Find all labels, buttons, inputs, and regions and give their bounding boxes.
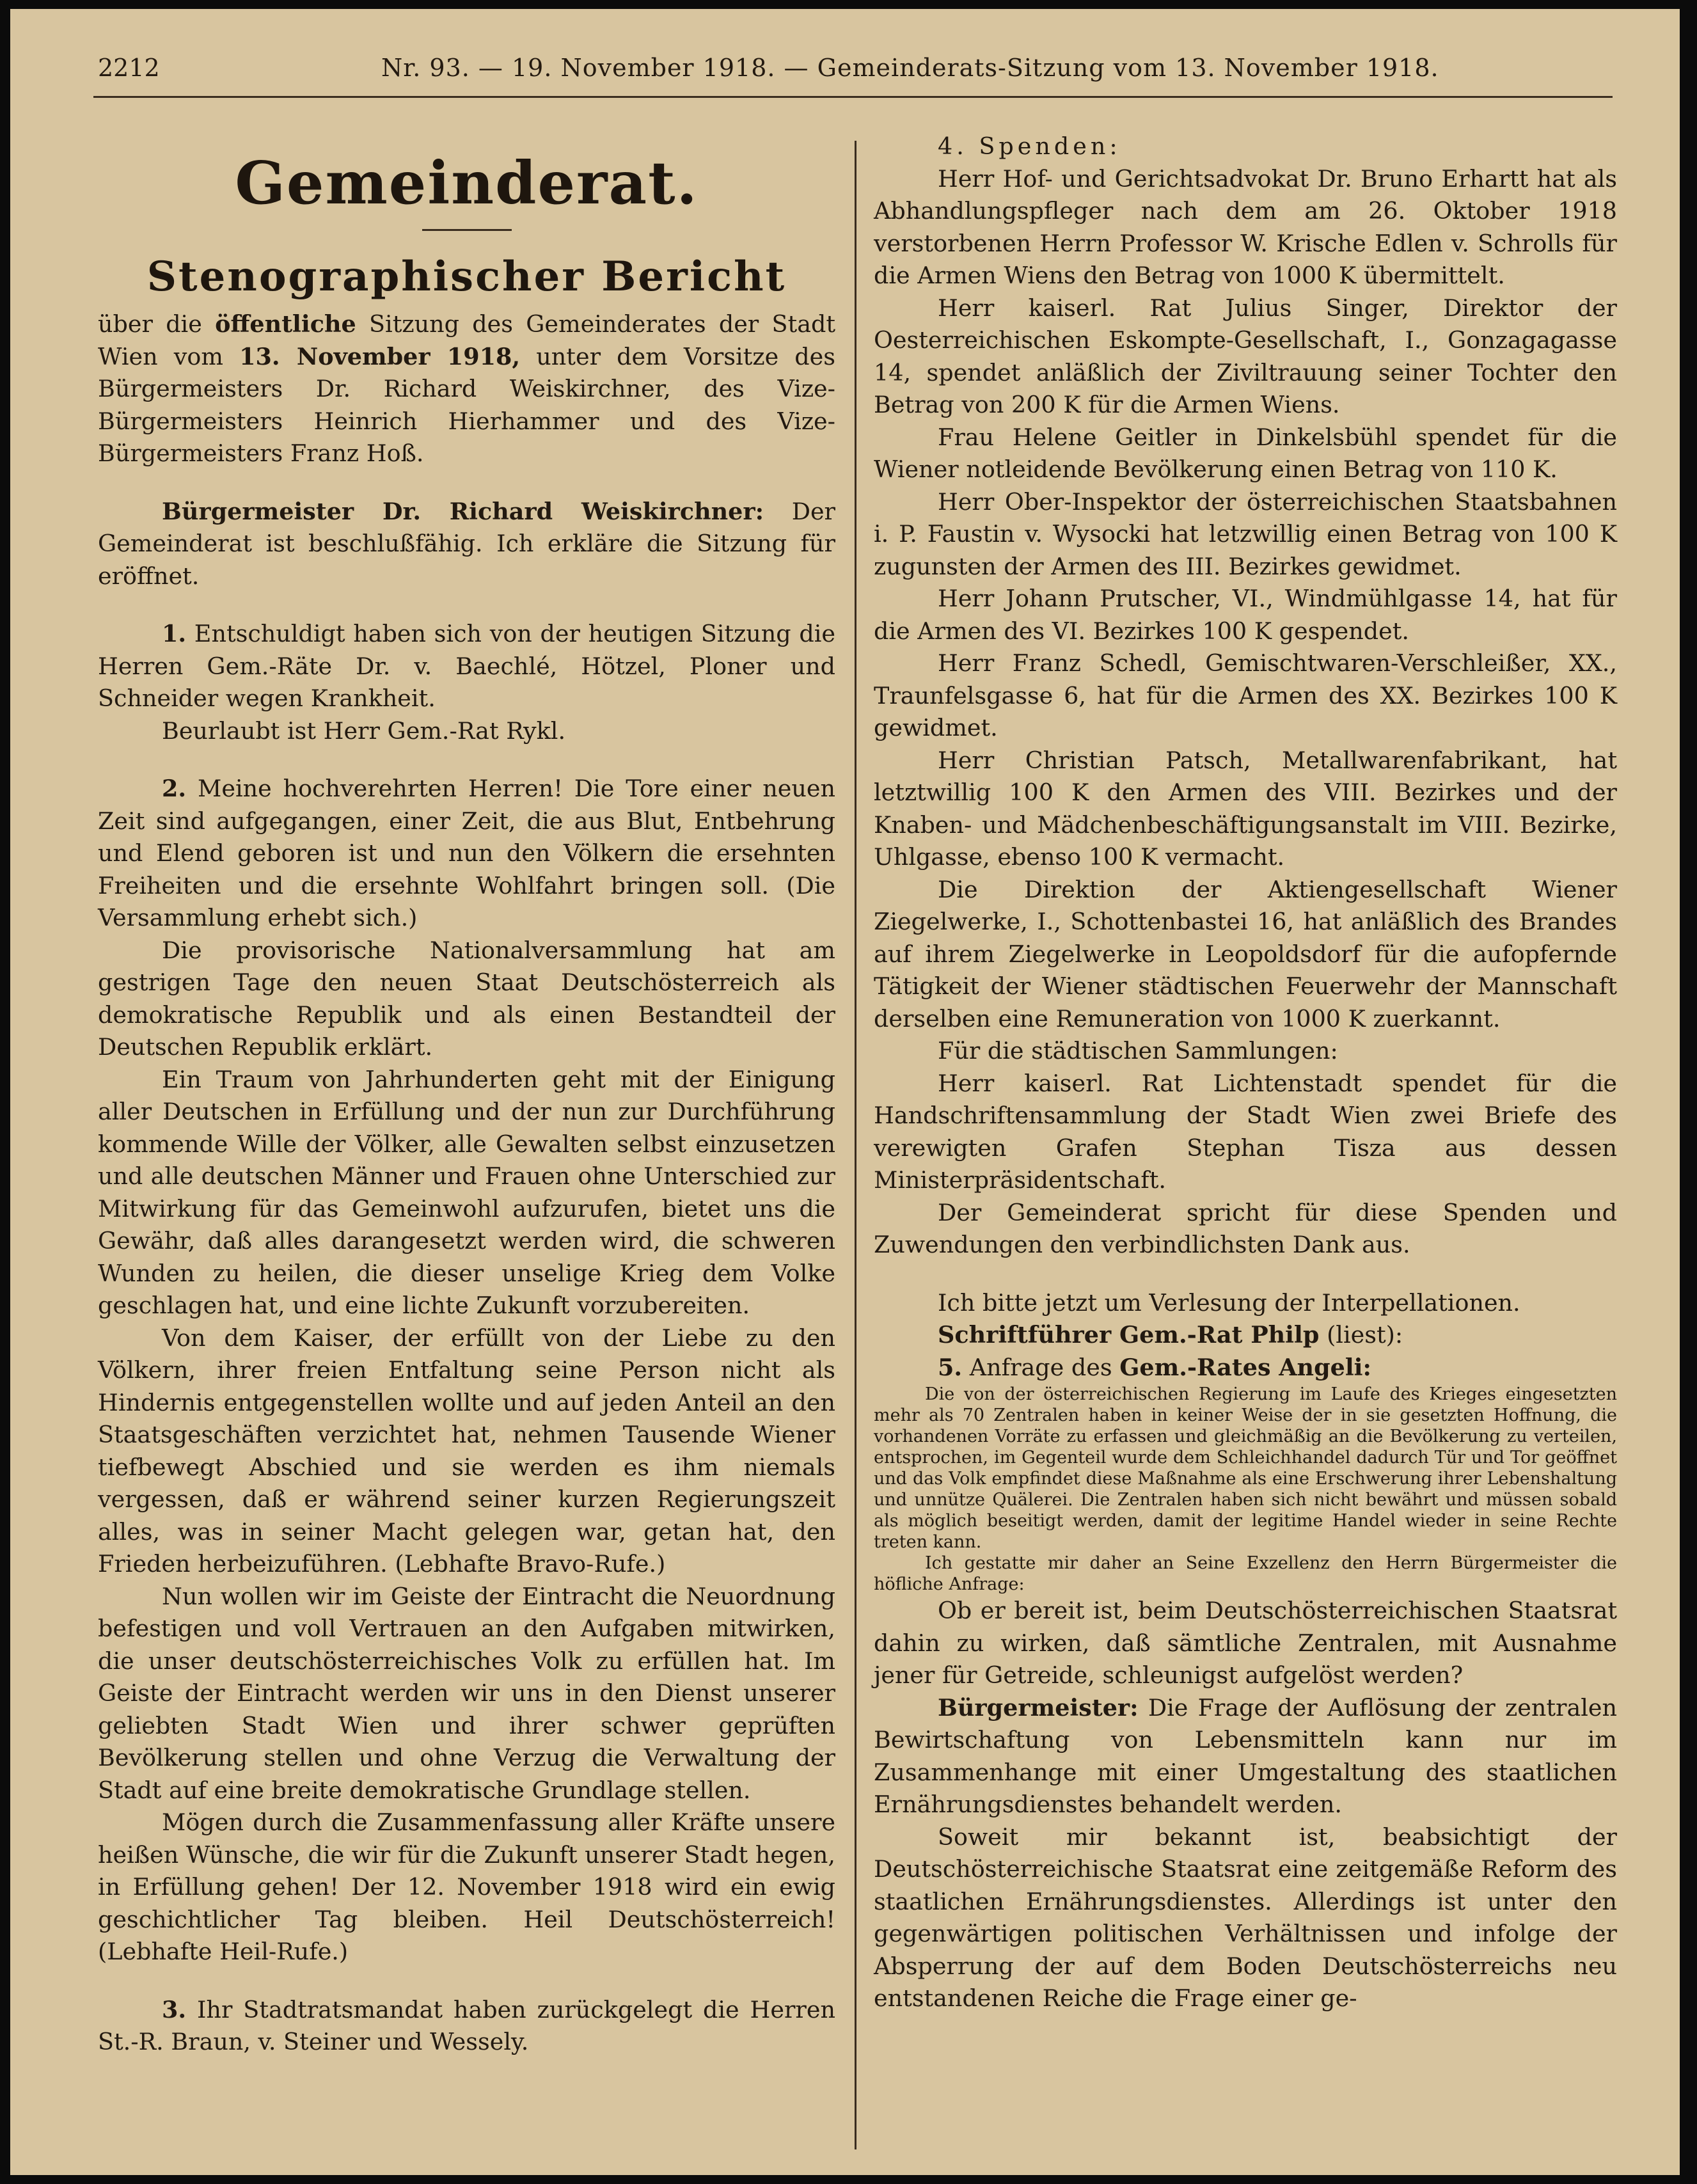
running-head: Nr. 93. — 19. November 1918. — Gemeinderats-Sitzung vom 13. November 1918. [381,54,1439,82]
page-number: 2212 [98,54,160,82]
title-separator [422,229,512,231]
inquiry-text: Die von der österreichischen Regierung im Laufe des Krieges eingesetzten mehr als 70 Zentralen haben in keiner Weise der in sie gesetzten Hoffnung, die vorhandenen Vorräte zu erfassen und gleichmäßig an die Bevölkerung zu verteilen, entsprochen, im Gegenteil wurde dem Schleichhandel dadurch Tür und Tor geöffnet und das Volk empfindet diese Maßnahme als eine Erschwerung ihrer Lebenshaltung und unnütze Quälerei. Die Zentralen haben sich nicht bewährt und müssen sobald als möglich beseitigt werden, damit der legitime Handel wieder in seine Rechte treten kann. [874,1384,1617,1552]
donation: Die Direktion der Aktiengesellschaft Wiener Ziegelwerke, I., Schottenbastei 16, hat anläßlich des Brandes auf ihrem Ziegelwerke in Leopoldsdorf für die aufopfernde Tätigkeit der Wiener städtischen Feuerwehr der Mannschaft derselben eine Remuneration von 1000 K zuerkannt. [874,875,1617,1033]
donation: Herr Franz Schedl, Gemischtwaren-Verschleißer, XX., Traunfelsgasse 6, hat für die Armen des XX. Bezirkes 100 K gewidmet. [874,649,1617,741]
newspaper-page [10,9,1680,2175]
mayor-opening: Bürgermeister Dr. Richard Weiskirchner: Der Gemeinderat ist beschlußfähig. Ich erkläre die Sitzung für eröffnet. [98,497,836,590]
inquiry-question: Ob er bereit ist, beim Deutschösterreichischen Staatsrat dahin zu wirken, daß sämtliche Zentralen, mit Ausnahme jener für Getreide, schleunigst aufgelöst werden? [874,1597,1617,1689]
donation: Herr Christian Patsch, Metallwarenfabrikant, hat letztwillig 100 K den Armen des VIII. Bezirkes und der Knaben- und Mädchenbeschäftigungsanstalt im VIII. Bezirke, Uhlgasse, ebenso 100 K vermacht. [874,746,1617,871]
item-3: 3. Ihr Stadtratsmandat haben zurückgelegt die Herren St.-R. Braun, v. Steiner und Wessely. [98,1995,835,2055]
donation: Herr Johann Prutscher, VI., Windmühlgasse 14, hat für die Armen des VI. Bezirkes 100 K gespendet. [874,585,1617,645]
page-title: Gemeinderat. [235,148,699,218]
item-1: 1. Entschuldigt haben sich von der heutigen Sitzung die Herren Gem.-Räte Dr. v. Baechlé, Hötzel, Ploner und Schneider wegen Krankheit. [98,620,835,712]
session-intro: über die öffentliche Sitzung des Gemeinderates der Stadt Wien vom 13. November 1918, unter dem Vorsitze des Bürgermeisters Dr. Richard Weiskirchner, des Vize-Bürgermeisters Heinrich Hierhammer und des Vize-Bürgermeisters Franz Hoß. [98,310,836,467]
item-1-leave: Beurlaubt ist Herr Gem.-Rat Rykl. [162,716,566,745]
donation: Herr kaiserl. Rat Julius Singer, Direktor der Oesterreichischen Eskompte-Gesellschaft, I., Gonzagagasse 14, spendet anläßlich der Ziviltrauung seiner Tochter den Betrag von 200 K für die Armen Wiens. [874,294,1617,418]
paragraph: Soweit mir bekannt ist, beabsichtigt der Deutschösterreichische Staatsrat eine zeitgemäße Reform des staatlichen Ernährungsdienstes. Allerdings ist unter den gegenwärtigen politischen Verhältnissen und infolge der Absperrung der auf dem Boden Deutschösterreichs neu entstandenen Reiche die Frage einer ge- [874,1823,1617,2012]
page-header [10,49,1680,87]
item-2: 2. Meine hochverehrten Herren! Die Tore einer neuen Zeit sind aufgegangen, einer Zeit, die aus Blut, Entbehrung und Elend geboren ist und nun den Völkern die ersehnten Freiheiten und die ersehnte Wohlfahrt bringen soll. (Die Versammlung erhebt sich.) [98,775,835,931]
left-column [98,137,835,2059]
column-divider [855,141,856,2149]
inquiry-request: Ich gestatte mir daher an Seine Exzellenz den Herrn Bürgermeister die höfliche Anfrage: [874,1553,1617,1594]
donation: Herr Ober-Inspektor der österreichischen Staatsbahnen i. P. Faustin v. Wysocki hat letzwillig einen Betrag von 100 K zugunsten der Armen des III. Bezirkes gewidmet. [874,487,1617,580]
donation: Frau Helene Geitler in Dinkelsbühl spendet für die Wiener notleidende Bevölkerung einen Betrag von 110 K. [874,423,1617,483]
speaker-name: Bürgermeister Dr. Richard Weiskirchner: [162,497,764,525]
donation: Herr Hof- und Gerichtsadvokat Dr. Bruno Erhartt hat als Abhandlungspfleger nach dem am 26. Oktober 1918 verstorbenen Herrn Professor W. Krische Edlen v. Schrolls für die Armen Wiens den Betrag von 1000 K übermittelt. [874,164,1617,289]
report-subtitle: Stenographischer Bericht [146,253,787,301]
item-5: 5. Anfrage des Gem.-Rates Angeli: [938,1353,1372,1381]
secretary-line: Schriftführer Gem.-Rat Philp (liest): [938,1321,1403,1349]
collections-heading: Für die städtischen Sammlungen: [938,1037,1338,1064]
paragraph: Die provisorische Nationalversammlung hat am gestrigen Tage den neuen Staat Deutschösterreich als demokratische Republik und als einen Bestandteil der Deutschen Republik erklärt. [98,936,835,1061]
paragraph: Ein Traum von Jahrhunderten geht mit der Einigung aller Deutschen in Erfüllung und der nun zur Durchführung kommende Wille der Völker, alle Gewalten selbst einzusetzen und alle deutschen Männer und Frauen ohne Unterschied zur Mitwirkung für das Gemeinwohl aufzurufen, bietet uns die Gewähr, daß alles darangesetzt werden wird, die schweren Wunden zu heilen, die dieser unselige Krieg dem Volke geschlagen hat, und eine lichte Zukunft vorzubereiten. [98,1065,835,1319]
paragraph: Mögen durch die Zusammenfassung aller Kräfte unsere heißen Wünsche, die wir für die Zukunft unserer Stadt hegen, in Erfüllung gehen! Der 12. November 1918 wird ein ewig geschichtlicher Tag bleiben. Heil Deutschösterreich! (Lebhafte Heil-Rufe.) [98,1808,835,1965]
right-column [874,131,1617,2015]
donation: Herr kaiserl. Rat Lichtenstadt spendet für die Handschriftensammlung der Stadt Wien zwei Briefe des verewigten Grafen Stephan Tisza aus dessen Ministerpräsidentschaft. [874,1069,1617,1194]
interpellation-request: Ich bitte jetzt um Verlesung der Interpellationen. [938,1288,1520,1317]
paragraph: Von dem Kaiser, der erfüllt von der Liebe zu den Völkern, ihrer freien Entfaltung seine Person nicht als Hindernis entgegenstellen wollte und auf jeden Anteil an den Staatsgeschäften verzichtet hat, nehmen Tausende Wiener tiefbewegt Abschied und sie werden es ihm niemals vergessen, daß er während seiner kurzen Regierungszeit alles, was in seiner Macht gelegen war, getan hat, den Frieden herbeizuführen. (Lebhafte Bravo-Rufe.) [98,1324,835,1578]
paragraph: Nun wollen wir im Geiste der Eintracht die Neuordnung befestigen und voll Vertrauen an den Aufgaben mitwirken, die unser deutschösterreichisches Volk zu erfüllen hat. Im Geiste der Eintracht werden wir uns in den Dienst unserer geliebten Stadt Wien und ihrer schwer geprüften Bevölkerung stellen und ohne Verzug die Verwaltung der Stadt auf eine breite demokratische Grundlage stellen. [98,1582,835,1804]
section-heading: 4. Spenden: [938,132,1121,160]
header-rule [93,96,1613,98]
mayor-reply: Bürgermeister: Die Frage der Auflösung der zentralen Bewirtschaftung von Lebensmitteln kann nur im Zusammenhange mit einer Umgestaltung des staatlichen Ernährungsdienstes behandelt werden. [874,1693,1617,1818]
thanks: Der Gemeinderat spricht für diese Spenden und Zuwendungen den verbindlichsten Dank aus. [874,1198,1617,1258]
